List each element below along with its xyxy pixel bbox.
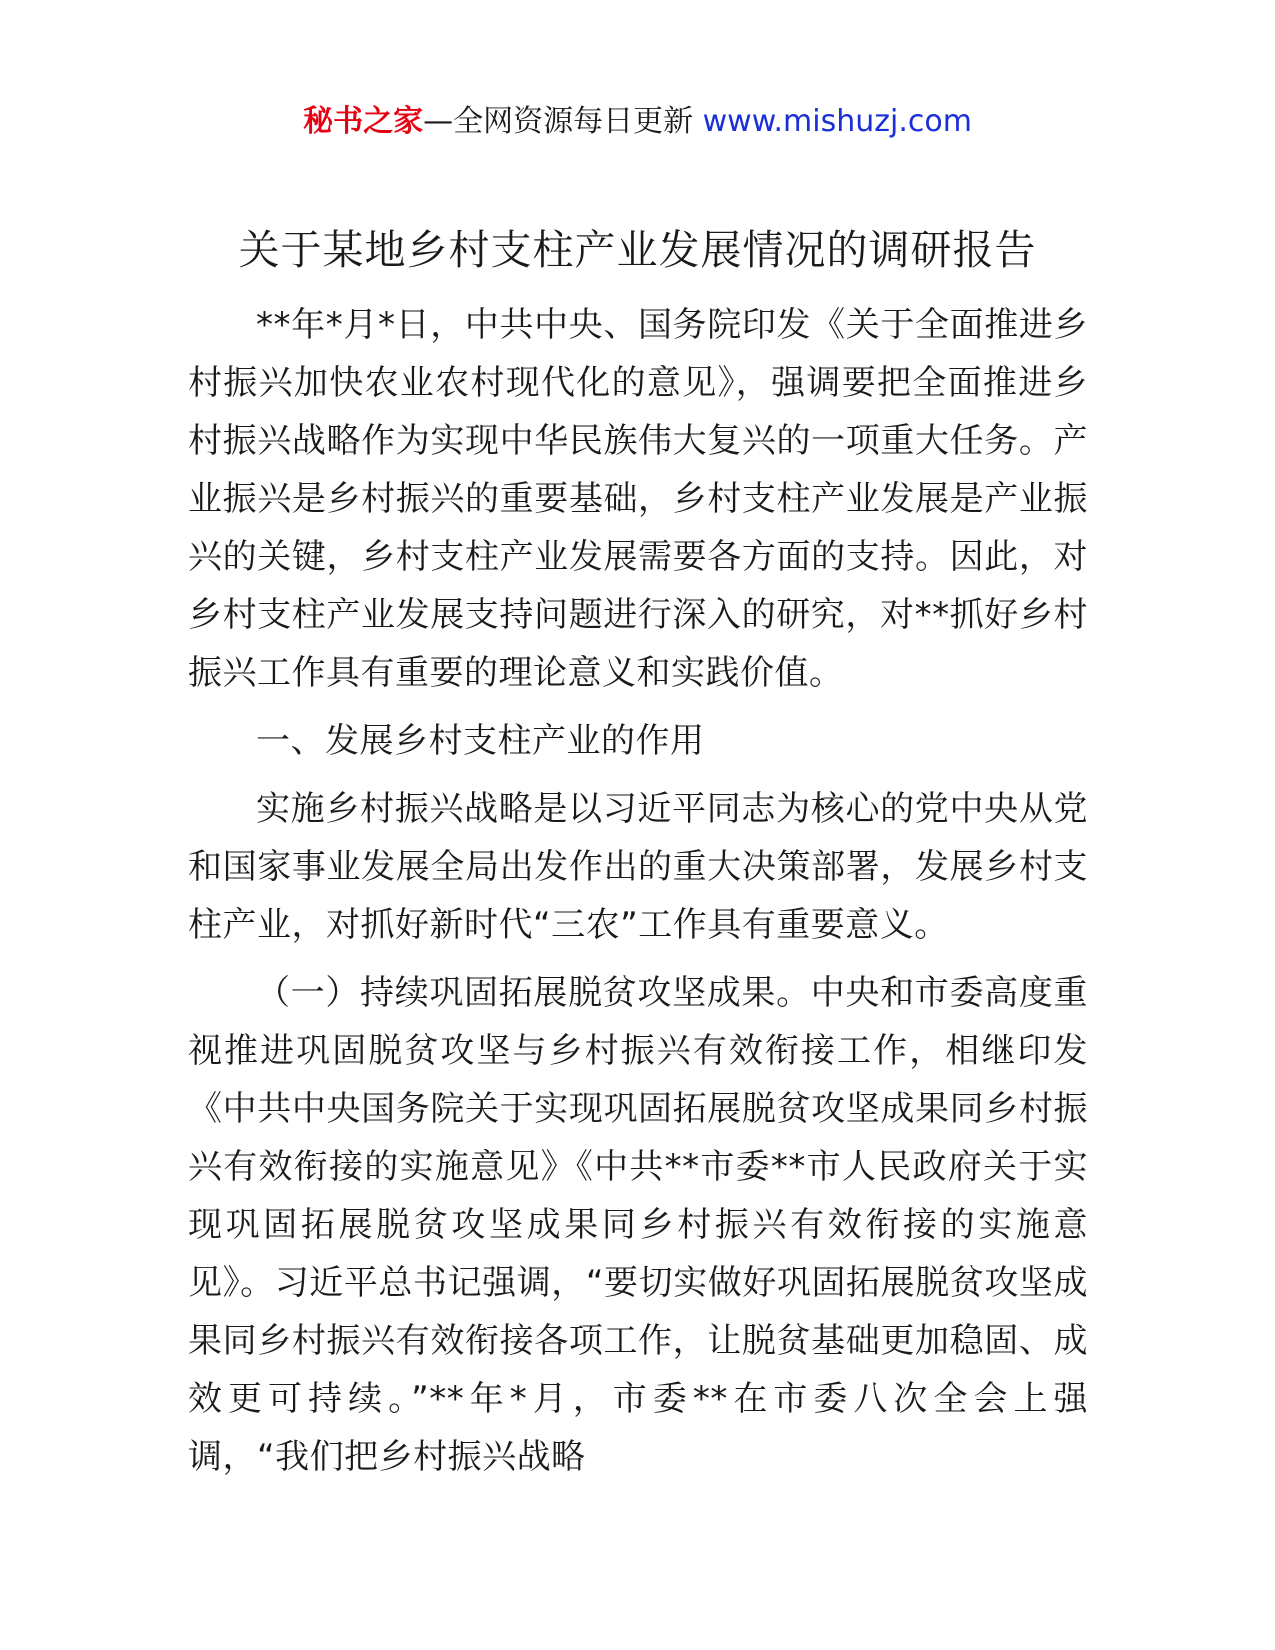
document-body bbox=[188, 296, 1088, 1486]
site-url-link[interactable]: www.mishuzj.com bbox=[702, 104, 972, 139]
section-paragraph-1: 实施乡村振兴战略是以习近平同志为核心的党中央从党和国家事业发展全局出发作出的重大决策部署，发展乡村支柱产业，对抓好新时代“三农”工作具有重要意义。 bbox=[188, 789, 1088, 945]
subsection-paragraph-1: （一）持续巩固拓展脱贫攻坚成果。中央和市委高度重视推进巩固脱贫攻坚与乡村振兴有效衔接工作，相继印发《中共中央国务院关于实现巩固拓展脱贫攻坚成果同乡村振兴有效衔接的实施意见》《中共**市委**市人民政府关于实现巩固拓展脱贫攻坚成果同乡村振兴有效衔接的实施意见》。习近平总书记强调，“要切实做好巩固拓展脱贫攻坚成果同乡村振兴有效衔接各项工作，让脱贫基础更加稳固、成效更可持续。”**年*月，市委**在市委八次全会上强调，“我们把乡村振兴战略 bbox=[188, 973, 1088, 1477]
document-title: 关于某地乡村支柱产业发展情况的调研报告 bbox=[238, 226, 1037, 274]
intro-paragraph: **年*月*日，中共中央、国务院印发《关于全面推进乡村振兴加快农业农村现代化的意见》，强调要把全面推进乡村振兴战略作为实现中华民族伟大复兴的一项重大任务。产业振兴是乡村振兴的重要基础，乡村支柱产业发展是产业振兴的关键，乡村支柱产业发展需要各方面的支持。因此，对乡村支柱产业发展支持问题进行深入的研究，对**抓好乡村振兴工作具有重要的理论意义和实践价值。 bbox=[188, 305, 1088, 693]
section-heading-1: 一、发展乡村支柱产业的作用 bbox=[256, 721, 705, 761]
header-tagline: —全网资源每日更新 bbox=[423, 104, 694, 139]
site-header bbox=[0, 100, 1275, 144]
brand-name: 秘书之家 bbox=[303, 104, 424, 139]
